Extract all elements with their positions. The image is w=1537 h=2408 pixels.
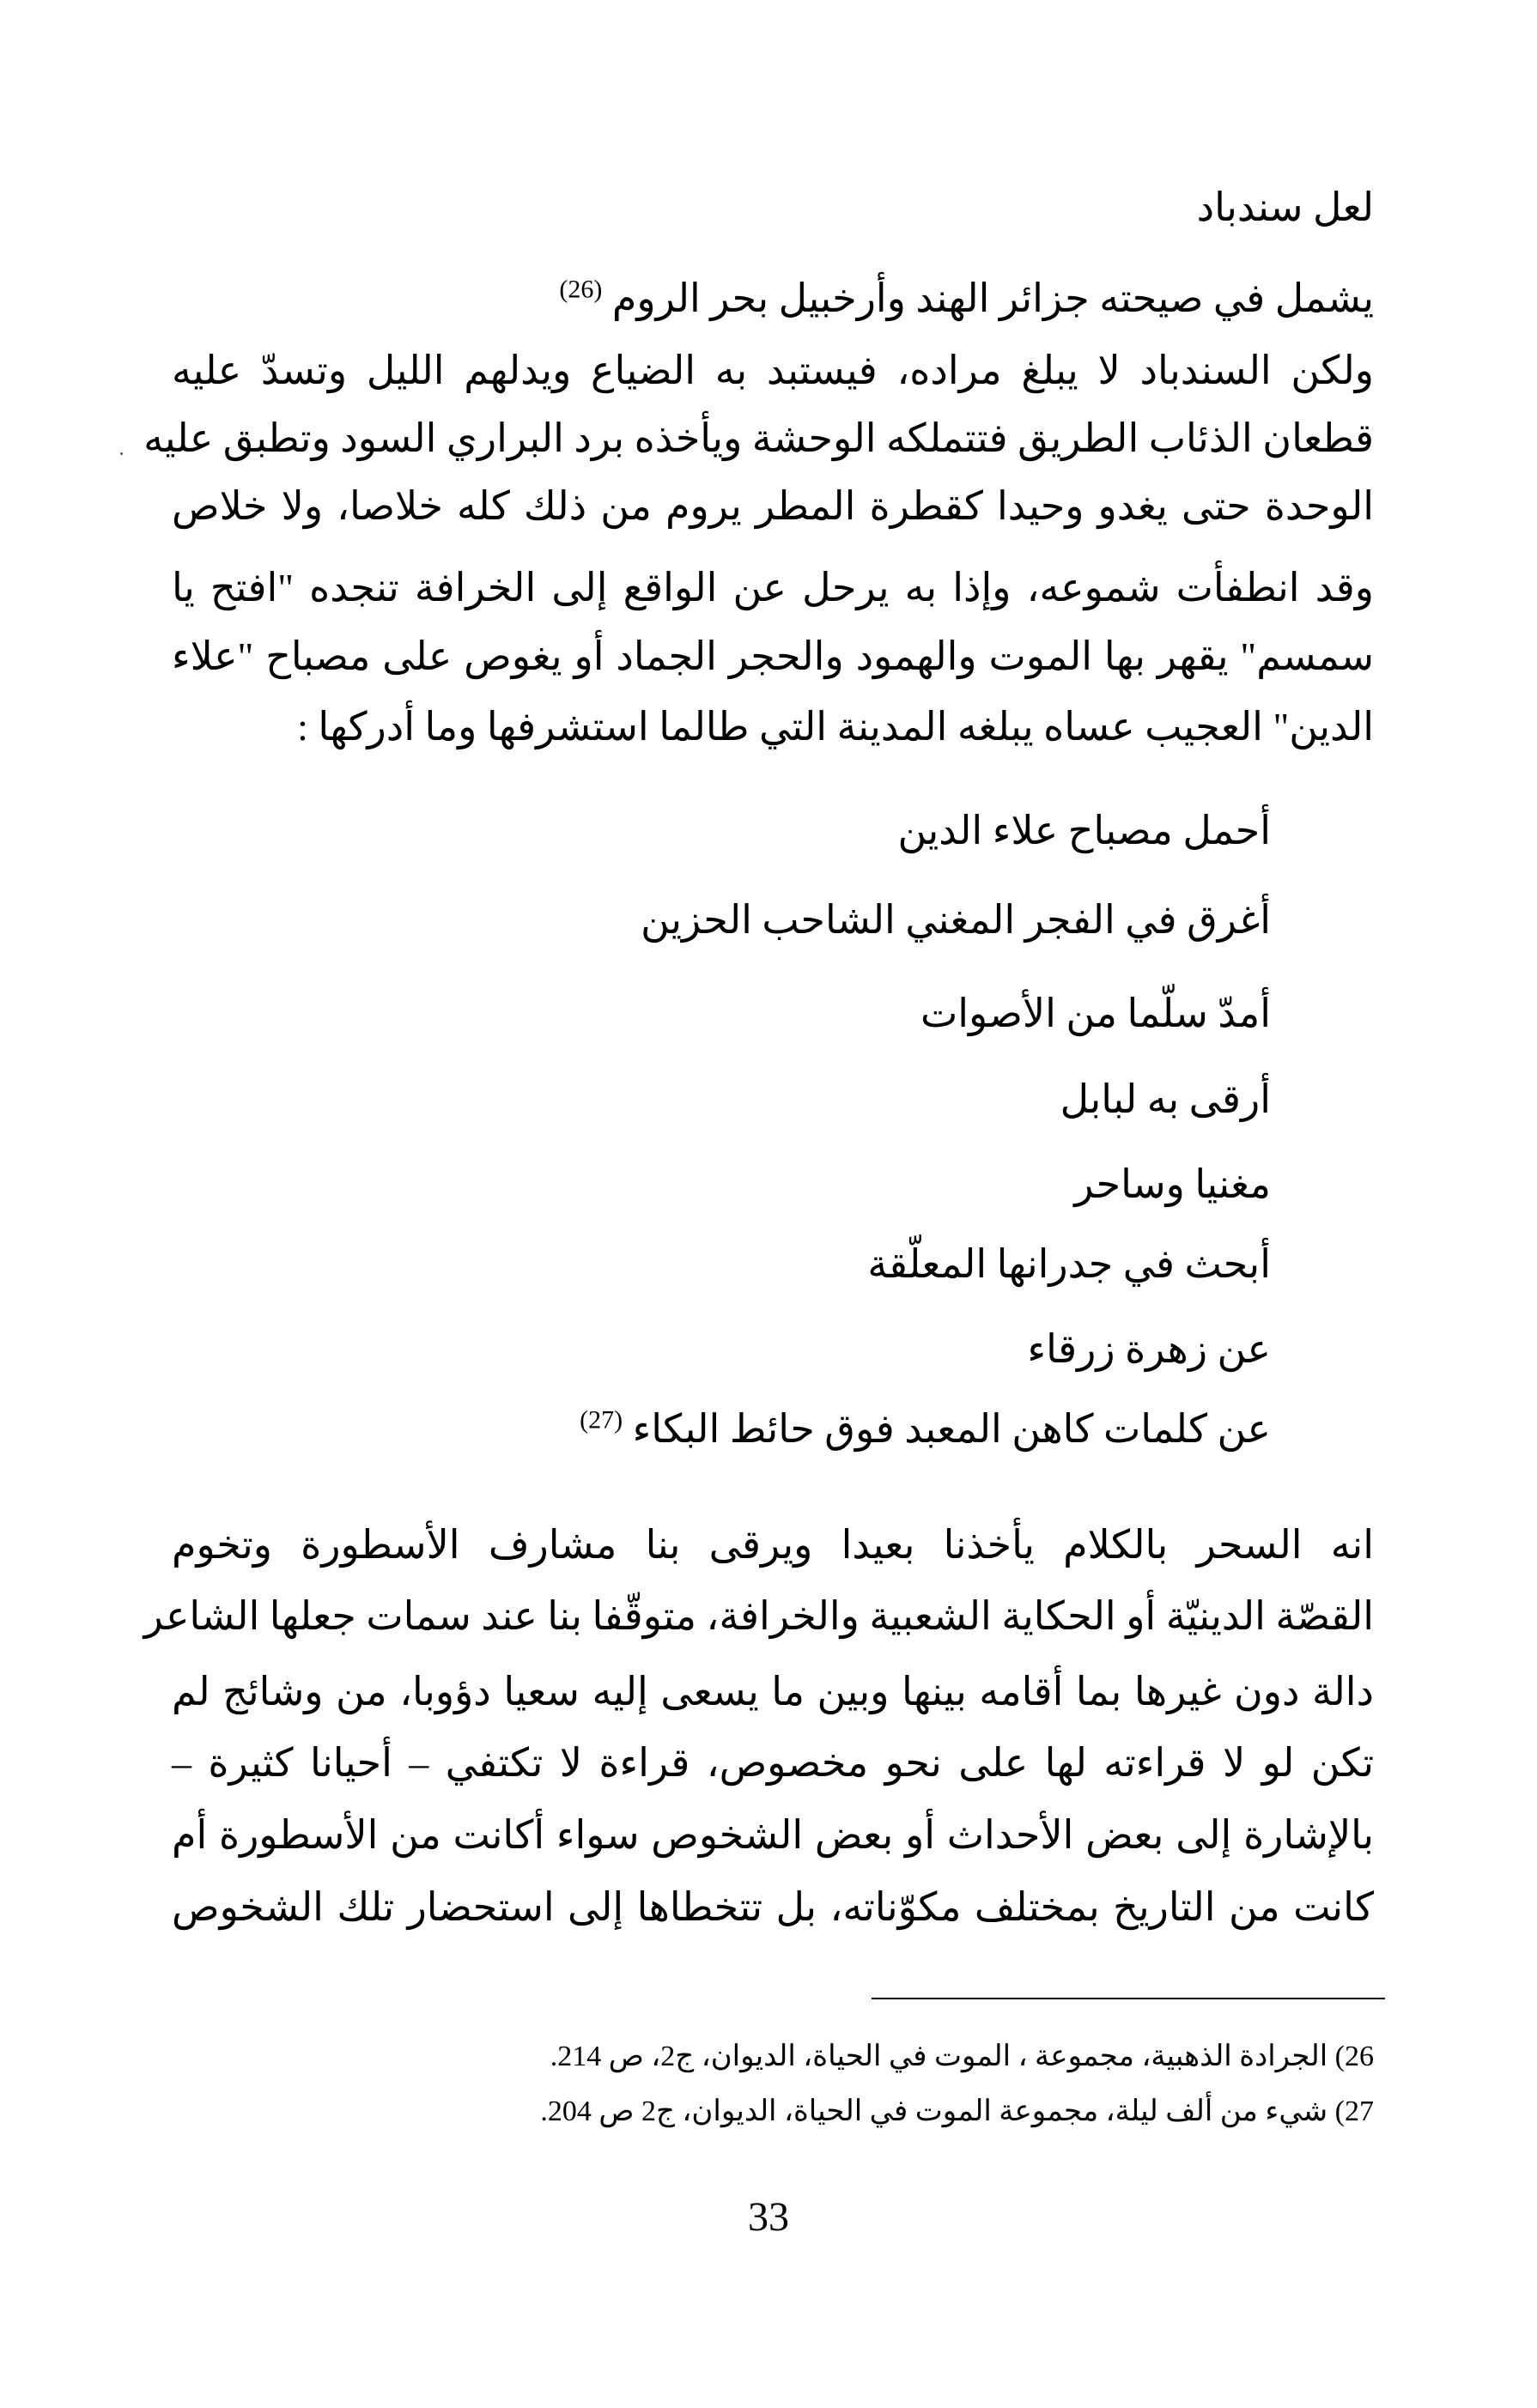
verse2-line-6: أبحث في جدرانها المعلّقة: [867, 1242, 1271, 1286]
verse-line-2-text: يشمل في صيحته جزائر الهند وأرخبيل بحر الروم: [611, 276, 1374, 320]
paragraph-1-line-2: قطعان الذئاب الطريق فتتملكه الوحشة ويأخذه برد البراري السود وتطبق عليه: [143, 416, 1374, 460]
verse-line-2: [559, 273, 1374, 325]
verse2-line-8-text: عن كلمات كاهن المعبد فوق حائط البكاء: [632, 1407, 1271, 1451]
paragraph-1-line-5: سمسم" يقهر بها الموت والهمود والحجر الجماد أو يغوص على مصباح "علاء: [172, 634, 1374, 678]
verse2-line-8: [580, 1404, 1271, 1455]
scan-speck: [120, 452, 123, 455]
verse2-line-7: عن زهرة زرقاء: [1027, 1327, 1271, 1371]
paragraph-2-line-1: انه السحر بالكلام يأخذنا بعيدا ويرقى بنا مشارف الأسطورة وتخوم: [172, 1523, 1374, 1567]
verse2-line-3: أمدّ سلّما من الأصوات: [920, 992, 1271, 1035]
footnote-ref-27: (27): [580, 1405, 623, 1434]
paragraph-2-line-2: القصّة الدينيّة أو الحكاية الشعبية والخرافة، متوقّفا بنا عند سمات جعلها الشاعر: [143, 1594, 1374, 1638]
verse-line-1: لعل سندباد: [1196, 185, 1374, 229]
footnote-ref-26: (26): [559, 275, 603, 304]
paragraph-1-line-3: الوحدة حتى يغدو وحيدا كقطرة المطر يروم من ذلك كله خلاصا، ولا خلاص: [172, 484, 1374, 528]
verse2-line-1: أحمل مصباح علاء الدين: [897, 809, 1271, 852]
paragraph-2-line-3: دالة دون غيرها بما أقامه بينها وبين ما يسعى إليه سعيا دؤوبا، من وشائج لم: [172, 1670, 1374, 1714]
footnote-27: 27) شيء من ألف ليلة، مجموعة الموت في الحياة، الديوان، ج2 ص 204.: [540, 2096, 1374, 2127]
page-number: 33: [748, 2194, 789, 2240]
paragraph-2-line-4: تكن لو لا قراءته لها على نحو مخصوص، قراءة لا تكتفي – أحيانا كثيرة –: [172, 1741, 1374, 1785]
footnote-26: 26) الجرادة الذهبية، مجموعة ، الموت في الحياة، الديوان، ج2، ص 214.: [550, 2041, 1374, 2072]
verse2-line-4: أرقى به لبابل: [1060, 1077, 1271, 1121]
footnote-separator: [872, 1998, 1385, 1999]
paragraph-2-line-5: بالإشارة إلى بعض الأحداث أو بعض الشخوص سواء أكانت من الأسطورة أم: [172, 1813, 1374, 1857]
verse2-line-2: أغرق في الفجر المغني الشاحب الحزين: [641, 898, 1271, 942]
paragraph-1-line-6: الدين" العجيب عساه يبلغه المدينة التي طالما استشرفها وما أدركها :: [297, 705, 1374, 749]
paragraph-2-line-6: كانت من التاريخ بمختلف مكوّناته، بل تتخطاها إلى استحضار تلك الشخوص: [172, 1885, 1374, 1929]
paragraph-1-line-1: ولكن السندباد لا يبلغ مراده، فيستبد به الضياع ويدلهم الليل وتسدّ عليه: [172, 349, 1374, 392]
paragraph-1-line-4: وقد انطفأت شموعه، وإذا به يرحل عن الواقع إلى الخرافة تنجده "افتح يا: [172, 566, 1374, 610]
verse2-line-5: مغنيا وساحر: [1074, 1162, 1271, 1206]
